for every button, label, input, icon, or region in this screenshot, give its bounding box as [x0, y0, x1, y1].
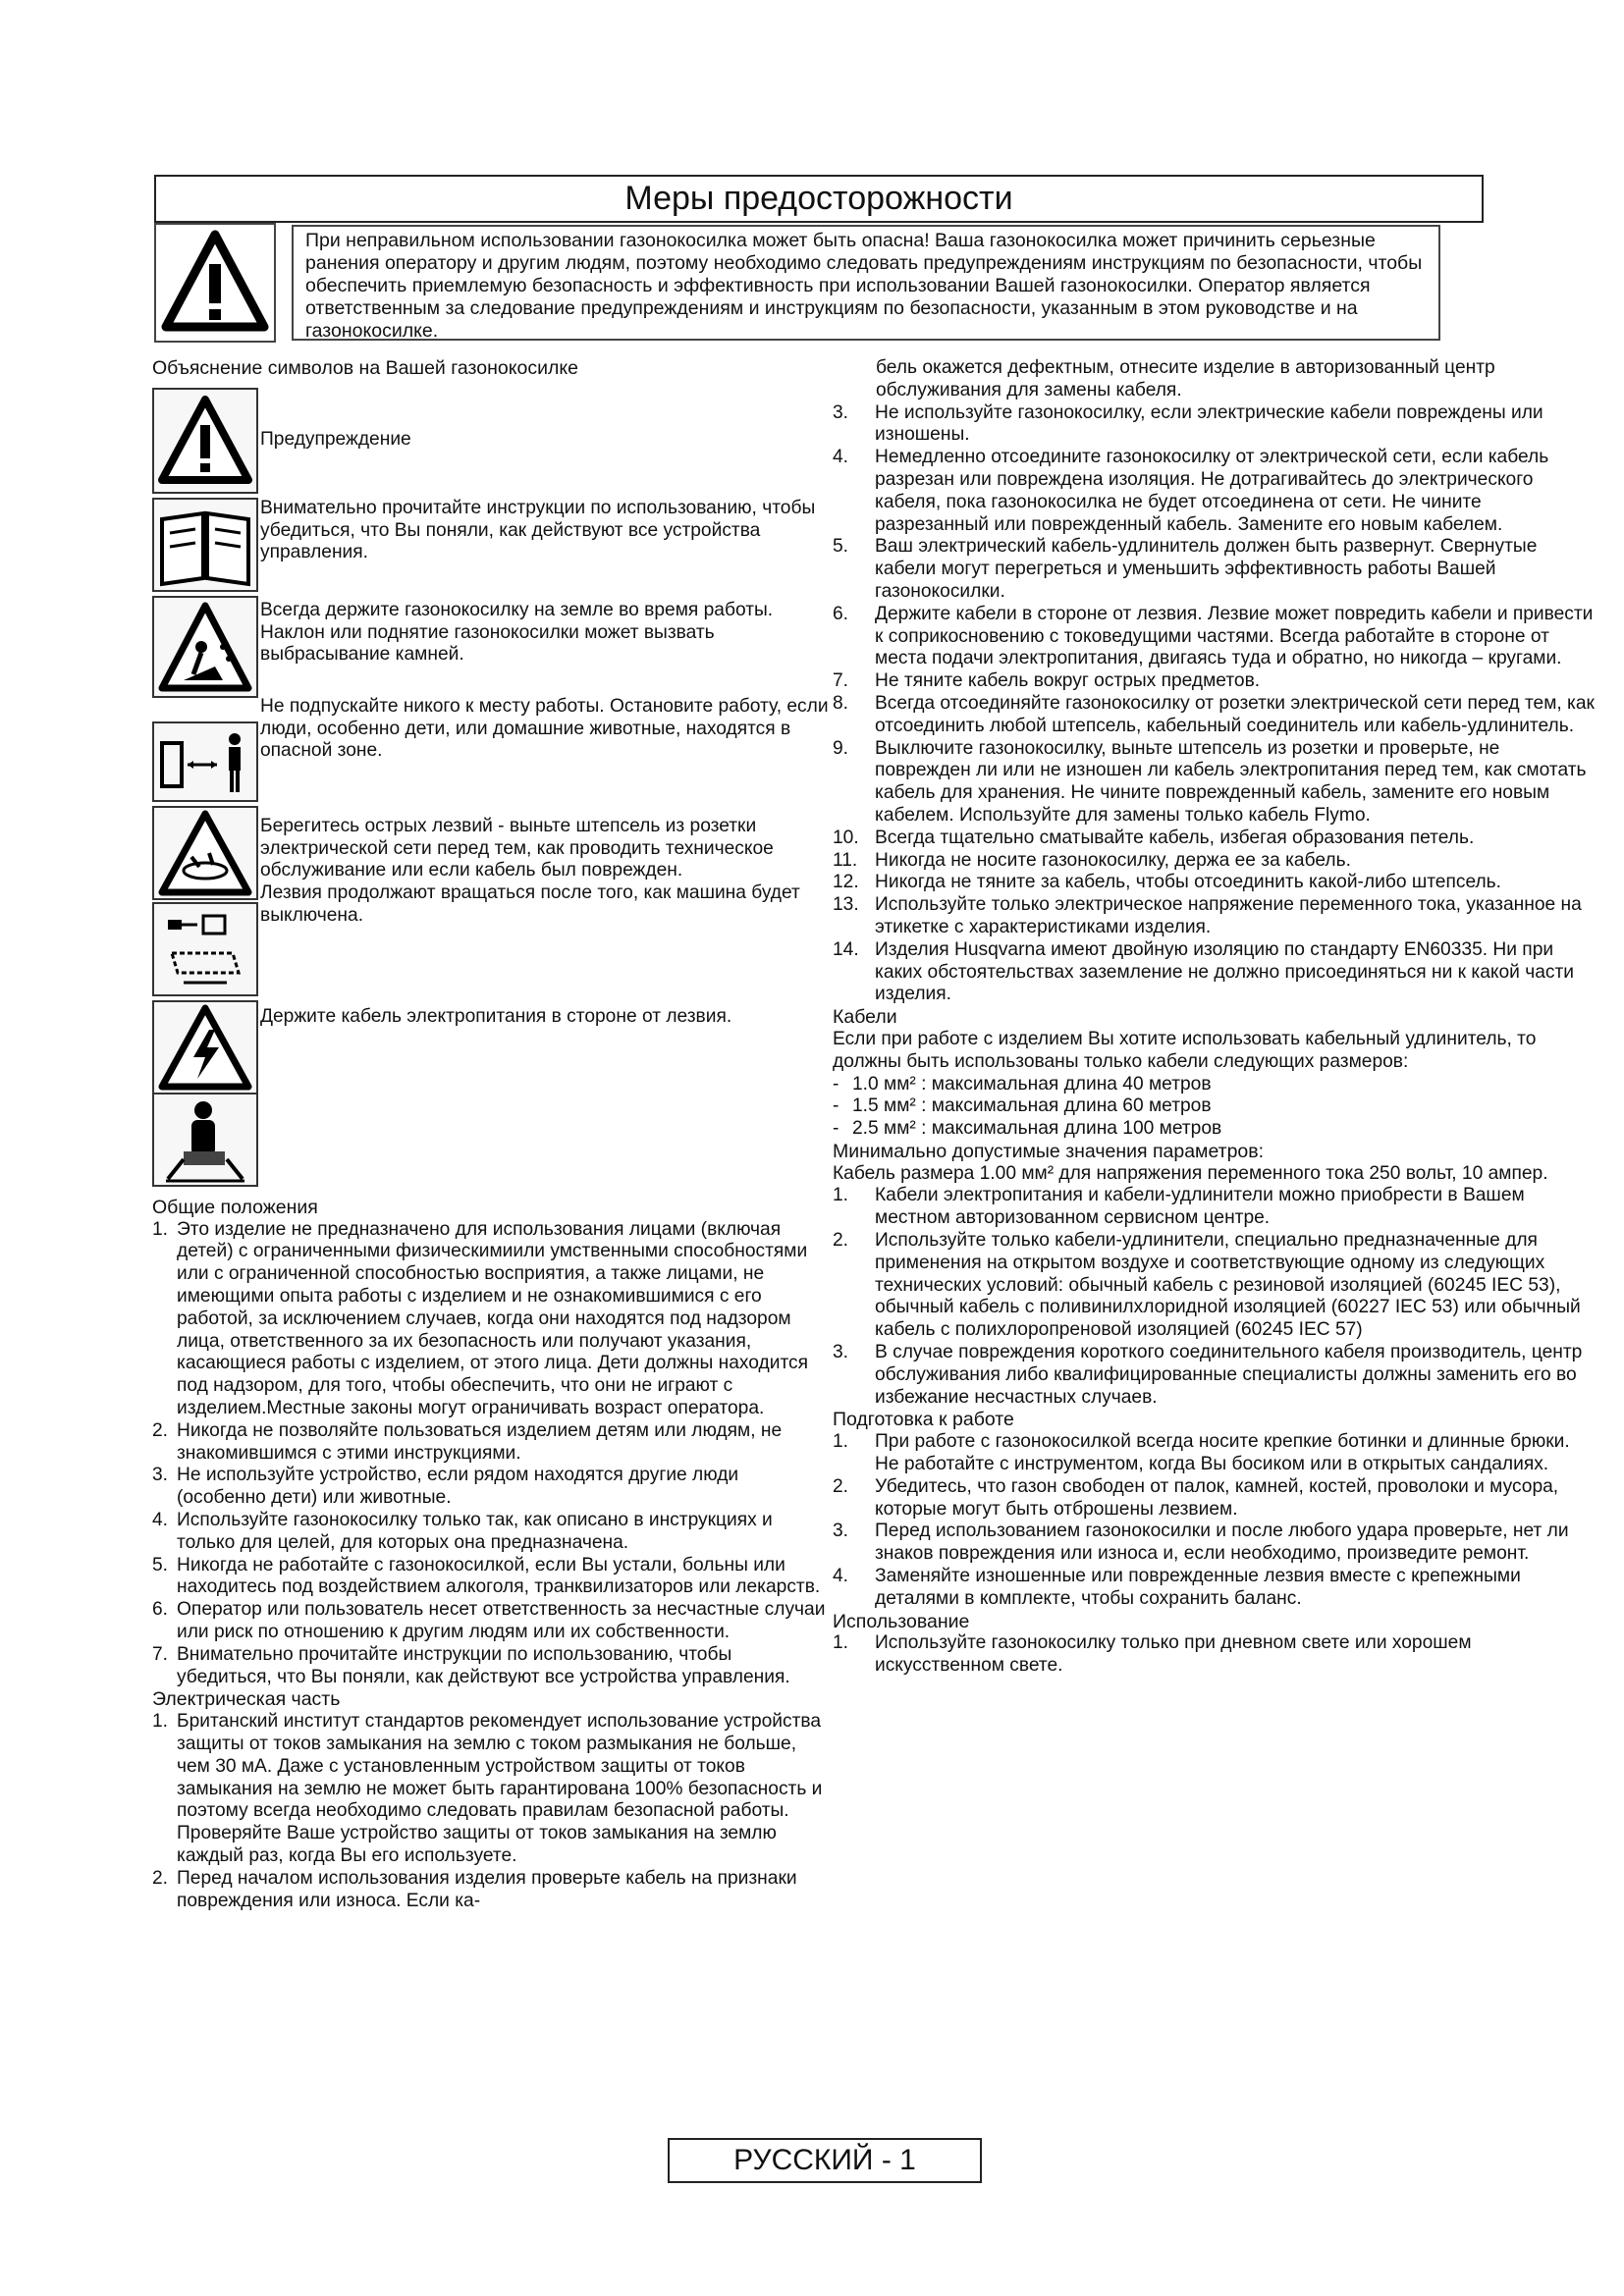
list-item: 8. Всегда отсоединяйте газонокосилку от розетки электрической сети перед тем, как отсоединить любой штепсель, кабельный соединитель или кабель-удлинитель. [833, 692, 1595, 736]
list-item: - 1.5 мм² : максимальная длина 60 метров [833, 1095, 1212, 1117]
list-item: 3. Не используйте газонокосилку, если электрические кабели повреждены или изношены. [833, 401, 1543, 446]
symbol-text: Предупреждение [260, 428, 411, 450]
list-item: 4. Немедленно отсоедините газонокосилку от электрической сети, если кабель разрезан или повреждена изоляция. Не дотрагивайтесь до электрического кабеля, пока газонокосилка не будет отсоединена от сети. Не чините разрезанный или поврежденный кабель. Замените его новым кабелем. [833, 447, 1549, 535]
list-item: 7. Внимательно прочитайте инструкции по использованию, чтобы убедиться, что Вы поняли, как действуют все устройства управления. [152, 1643, 790, 1687]
list-item: 2. Убедитесь, что газон свободен от палок, камней, костей, проволоки и мусора, которые могут быть отброшены лезвием. [833, 1475, 1559, 1520]
cables-heading: Кабели [833, 1006, 897, 1029]
electrical-list-left [152, 1711, 830, 1912]
page-title: Меры предосторожности [154, 175, 1484, 223]
list-item: 7. Не тяните кабель вокруг острых предметов. [833, 670, 1261, 692]
electrical-continuation: бель окажется дефектным, отнесите изделие в авторизованный центр обслуживания для замены кабеля. [876, 357, 1495, 400]
warning-triangle-icon [152, 388, 258, 494]
list-item: 5. Ваш электрический кабель-удлинитель должен быть развернут. Свернутые кабели могут перегреться и уменьшить эффективность работы Вашей газонокосилки. [833, 536, 1538, 602]
symbol-text: Держите кабель электропитания в стороне от лезвия. [260, 1005, 732, 1027]
list-item: 1. Кабели электропитания и кабели-удлинители можно приобрести в Вашем местном авторизованном сервисном центре. [833, 1185, 1525, 1229]
symbol-row [152, 802, 830, 926]
general-list [152, 1219, 830, 1689]
list-item: 12. Никогда не тяните за кабель, чтобы отсоединить какой-либо штепсель. [833, 872, 1502, 893]
list-item: 14. Изделия Husqvarna имеют двойную изоляцию по стандарту EN60335. Ни при каких обстоятельствах заземление не должно присоединяться ни к какой части изделия. [833, 938, 1574, 1005]
list-item: - 2.5 мм² : максимальная длина 100 метров [833, 1118, 1222, 1140]
general-heading: Общие положения [152, 1196, 318, 1218]
list-item: 1. Это изделие не предназначено для использования лицами (включая детей) с ограниченными физическимиили умственными способностями или с ограниченной способностью восприятия, а также лицами, не имеющими опыта работы с изделием и не ознакомившимися с его работой, за исключением случаев, когда они находятся под надзором лица, ответственного за их безопасность или получают указания, касающиеся работы с изделием, от этого лица. Дети должны находится под надзором, для того, чтобы обеспечить, что они не играют с изделием.Местные законы могут ограничивать возраст оператора. [152, 1218, 809, 1418]
read-manual-icon [152, 498, 258, 592]
list-item: - 1.0 мм² : максимальная длина 40 метров [833, 1073, 1212, 1095]
symbol-row [152, 496, 830, 594]
keep-distance-icon [152, 721, 258, 802]
list-item: 3. В случае повреждения короткого соединительного кабеля производитель, центр обслуживания либо квалифицированные специалисты должны заменить его во избежание несчастных случаев. [833, 1342, 1583, 1408]
list-item: 1. Используйте газонокосилку только при дневном свете или хорошем искусственном свете. [833, 1632, 1472, 1677]
list-item: 5. Никогда не работайте с газонокосилкой, если Вы устали, больны или находитесь под воздействием алкоголя, транквилизаторов или лекарств. [152, 1554, 821, 1598]
list-item: 1. При работе с газонокосилкой всегда носите крепкие ботинки и длинные брюки. Не работайте с инструментом, когда Вы босиком или в открытых сандалиях. [833, 1431, 1570, 1475]
list-item: 9. Выключите газонокосилку, выньте штепсель из розетки и проверьте, не поврежден ли или не изношен ли кабель электропитания перед тем, как смотать кабель для хранения. Не чините поврежденный кабель, замените его новым кабелем. Используйте для замены только кабель Flymo. [833, 737, 1587, 826]
symbol-row [152, 998, 830, 1095]
list-item: 6. Держите кабели в стороне от лезвия. Лезвие может повредить кабели и привести к соприкосновению с токоведущими частями. Всегда работайте в стороне от места подачи электропитания, двигаясь туда и обратно, но никогда – кругами. [833, 603, 1594, 669]
electric-shock-icon [152, 1000, 258, 1095]
electrical-list-right [833, 402, 1598, 1007]
list-item: 2. Никогда не позволяйте пользоваться изделием детям или людям, не знакомившимся с этими инструкциями. [152, 1419, 783, 1464]
sharp-blades-icon [152, 806, 258, 900]
symbols-heading: Объяснение символов на Вашей газонокосилке [152, 357, 578, 379]
symbol-row [152, 900, 830, 998]
cable-sizes-list [833, 1074, 1598, 1141]
list-item: 13. Используйте только электрическое напряжение переменного тока, указанное на этикетке с характеристиками изделия. [833, 894, 1582, 937]
list-item: 11. Никогда не носите газонокосилку, держа ее за кабель. [833, 849, 1351, 871]
symbol-text: Берегитесь острых лезвий - выньте штепсель из розетки электрической сети перед тем, как проводить техническое обслуживание или если кабель был поврежден. Лезвия продолжают вращаться после того, как машина будет выключена. [260, 815, 800, 926]
right-column [833, 357, 1598, 1678]
use-list [833, 1632, 1598, 1678]
cables-list [833, 1185, 1598, 1409]
cable-away-icon [152, 1093, 258, 1187]
symbol-text: Всегда держите газонокосилку на земле во время работы. Наклон или поднятие газонокосилки может вызвать выбрасывание камней. [260, 599, 774, 666]
symbol-row [152, 384, 830, 496]
electrical-heading: Электрическая часть [152, 1688, 341, 1711]
prep-heading: Подготовка к работе [833, 1409, 1014, 1431]
symbol-row [152, 1095, 830, 1191]
list-item: 4. Используйте газонокосилку только так, как описано в инструкциях и только для целей, для которых она предназначена. [152, 1509, 773, 1553]
symbol-text: Внимательно прочитайте инструкции по использованию, чтобы убедиться, что Вы поняли, как действуют все устройства управления. [260, 497, 816, 563]
list-item: 3. Перед использованием газонокосилки и после любого удара проверьте, нет ли знаков повреждения или износа и, если необходимо, произведите ремонт. [833, 1521, 1569, 1565]
warning-triangle-icon [154, 223, 276, 343]
cables-intro: Если при работе с изделием Вы хотите использовать кабельный удлинитель, то должны быть использованы только кабели следующих размеров: [833, 1028, 1537, 1072]
symbol-text: Не подпускайте никого к месту работы. Остановите работу, если люди, особенно дети, или домашние животные, находятся в опасной зоне. [260, 695, 829, 762]
list-item: 1. Британский институт стандартов рекомендует использование устройства защиты от токов замыкания на землю с током размыкания не больше, чем 30 мА. Даже с установленным устройством защиты от токов замыкания на землю не может быть гарантирована 100% безопасность и поэтому всегда необходимо следовать правилам безопасной работы. Проверяйте Ваше устройство защиты от токов замыкания на землю каждый раз, когда Вы его используете. [152, 1711, 823, 1866]
list-item: 2. Используйте только кабели-удлинители, специально предназначенные для применения на открытом воздухе и соответствующие одному из следующих технических условий: обычный кабель с резиновой изоляцией (60245 IEC 53), обычный кабель с поливинилхлоридной изоляцией (60227 IEC 53) или обычный кабель с полихлоропреновой изоляцией (60245 IEC 57) [833, 1230, 1581, 1341]
symbol-row [152, 594, 830, 700]
thrown-objects-icon [152, 596, 258, 698]
unplug-icon [152, 902, 258, 996]
warning-banner [154, 223, 1480, 346]
symbols-list [152, 384, 830, 1191]
min-params-text: Кабель размера 1.00 мм² для напряжения переменного тока 250 вольт, 10 ампер. [833, 1162, 1548, 1184]
list-item: 3. Не используйте устройство, если рядом находятся другие люди (особенно дети) или животные. [152, 1465, 739, 1509]
min-params-heading: Минимально допустимые значения параметров: [833, 1140, 1265, 1162]
list-item: 4. Заменяйте изношенные или поврежденные лезвия вместе с крепежными деталями в комплекте, чтобы сохранить баланс. [833, 1566, 1521, 1609]
list-item: 10. Всегда тщательно сматывайте кабель, избегая образования петель. [833, 827, 1475, 848]
list-item: 6. Оператор или пользователь несет ответственность за несчастные случаи или риск по отношению к другим людям или их собственности. [152, 1599, 826, 1642]
page-footer: РУССКИЙ - 1 [668, 2138, 982, 2183]
symbol-row [152, 695, 830, 802]
use-heading: Использование [833, 1610, 970, 1632]
left-column [152, 357, 830, 1912]
list-item: 2. Перед началом использования изделия проверьте кабель на признаки повреждения или износа. Если ка- [152, 1867, 797, 1911]
prep-list [833, 1431, 1598, 1610]
warning-intro-text: При неправильном использовании газонокосилка может быть опасна! Ваша газонокосилка может причинить серьезные ранения оператору и другим людям, поэтому необходимо следовать предупреждениям инструкциям по безопасности, чтобы обеспечить приемлемую безопасность и эффективность при использовании Вашей газонокосилки. Оператор является ответственным за следование предупреждениям и инструкциям по безопасности, указанным в этом руководстве и на газонокосилке. [292, 225, 1440, 341]
